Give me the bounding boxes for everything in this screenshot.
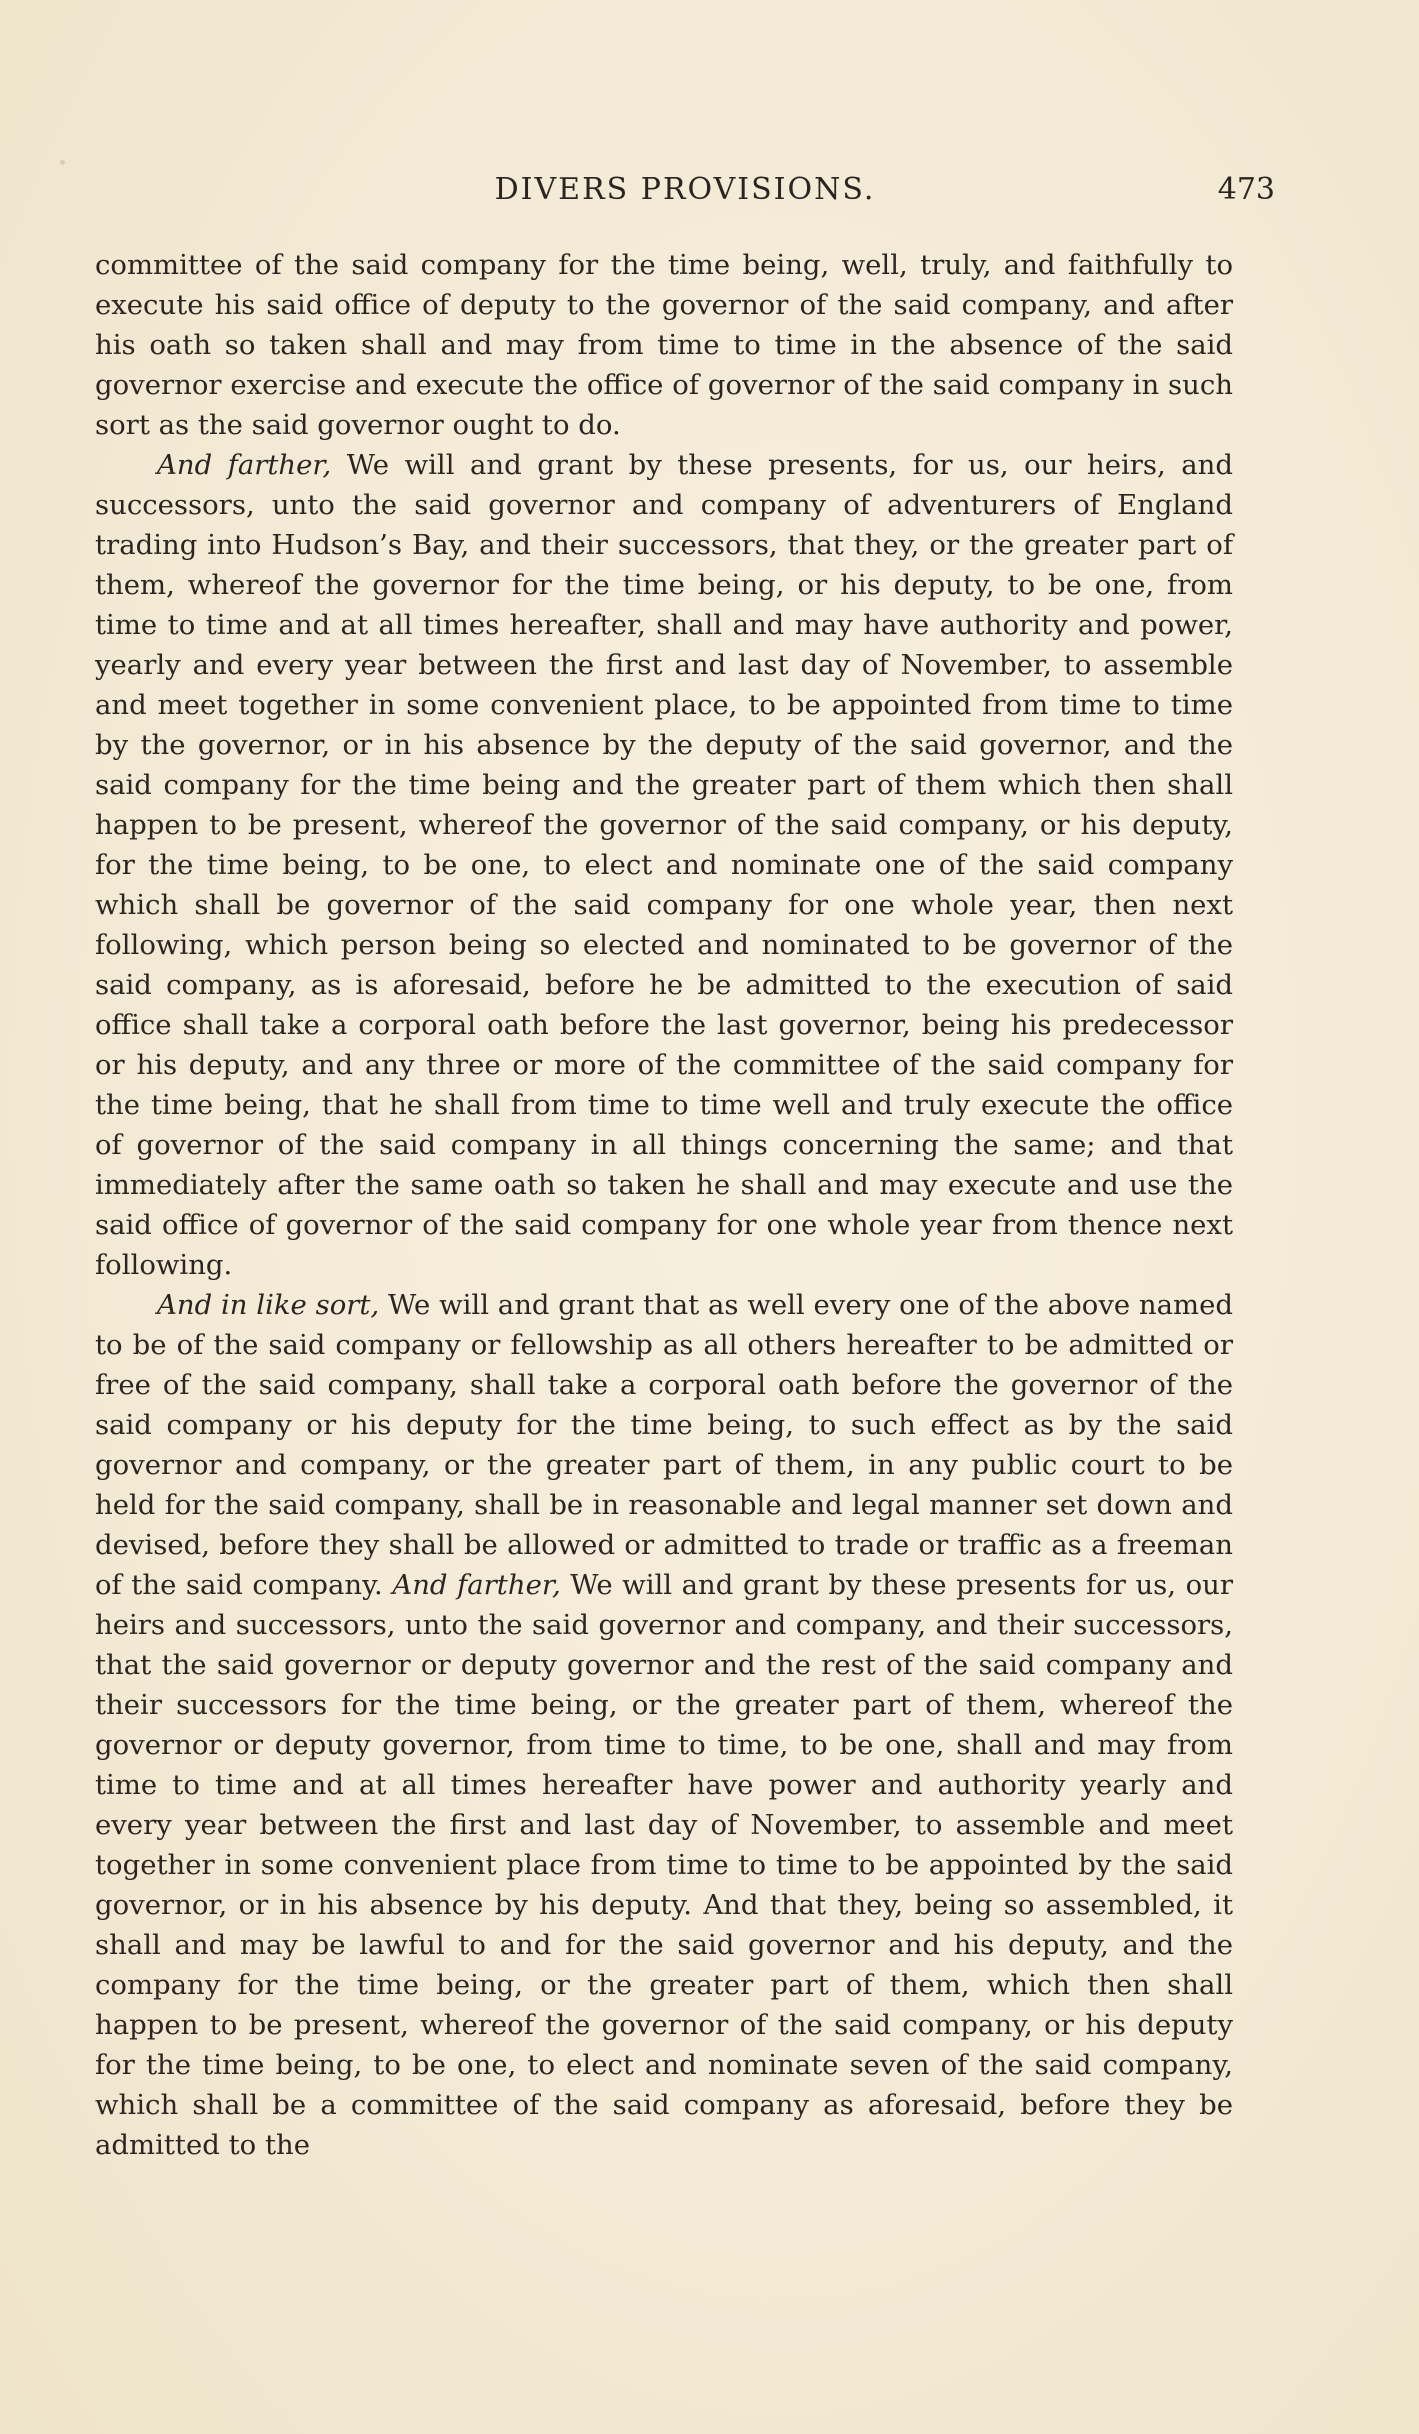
paragraph-1 — [95, 245, 1233, 445]
paragraph-text: We will and grant by these presents for us, our heirs and successors, unto the said governor and company, and their successors, that the said governor or deputy governor and the rest of the said company and their successors for the time being, or the greater part of them, whereof the governor or deputy governor, from time to time, to be one, shall and may from time to time and at all times hereafter have power and authority yearly and every year between the first and last day of November, to assemble and meet together in some convenient place from time to time to be appointed by the said governor, or in his absence by his deputy. And that they, being so assembled, it shall and may be lawful to and for the said governor and his deputy, and the company for the time being, or the greater part of them, which then shall happen to be present, whereof the governor of the said company, or his deputy for the time being, to be one, to elect and nominate seven of the said company, which shall be a committee of the said company as aforesaid, before they be admitted to the — [95, 1569, 1233, 2161]
paragraph-text: committee of the said company for the time being, well, truly, and faithfully to execute his said office of deputy to the governor of the said company, and after his oath so taken shall and may from time to time in the absence of the said governor exercise and execute the office of governor of the said company in such sort as the said governor ought to do. — [95, 249, 1233, 441]
paragraph-2 — [95, 445, 1233, 1285]
paragraph-text: We will and grant that as well every one of the above named to be of the said company or fellowship as all others hereafter to be admitted or free of the said company, shall take a corporal oath before the governor of the said company or his deputy for the time being, to such effect as by the said governor and company, or the greater part of them, in any public court to be held for the said company, shall be in reasonable and legal manner set down and devised, before they shall be allowed or admitted to trade or traffic as a freeman of the said company. — [95, 1289, 1233, 1601]
paragraph-lead-italic: And in like sort, — [157, 1289, 380, 1321]
paper-speck — [60, 160, 65, 165]
page-header — [95, 172, 1275, 212]
paragraph-3 — [95, 1285, 1233, 2165]
running-title: DIVERS PROVISIONS. — [494, 172, 876, 207]
page-body — [95, 245, 1233, 2165]
paragraph-lead-italic: And farther, — [157, 449, 332, 481]
paragraph-text: We will and grant by these presents, for us, our heirs, and successors, unto the said governor and company of adventurers of England trading into Hudson’s Bay, and their successors, that they, or the greater part of them, whereof the governor for the time being, or his deputy, to be one, from time to time and at all times hereafter, shall and may have authority and power, yearly and every year between the first and last day of November, to assemble and meet together in some convenient place, to be appointed from time to time by the governor, or in his absence by the deputy of the said governor, and the said company for the time being and the greater part of them which then shall happen to be present, whereof the governor of the said company, or his deputy, for the time being, to be one, to elect and nominate one of the said company which shall be governor of the said company for one whole year, then next following, which person being so elected and nominated to be governor of the said company, as is aforesaid, before he be admitted to the execution of said office shall take a corporal oath before the last governor, being his predecessor or his deputy, and any three or more of the committee of the said company for the time being, that he shall from time to time well and truly execute the office of governor of the said company in all things concerning the same; and that immediately after the same oath so taken he shall and may execute and use the said office of governor of the said company for one whole year from thence next following. — [95, 449, 1233, 1281]
paragraph-inline-italic: And farther, — [392, 1569, 561, 1601]
page-number: 473 — [1217, 172, 1275, 207]
